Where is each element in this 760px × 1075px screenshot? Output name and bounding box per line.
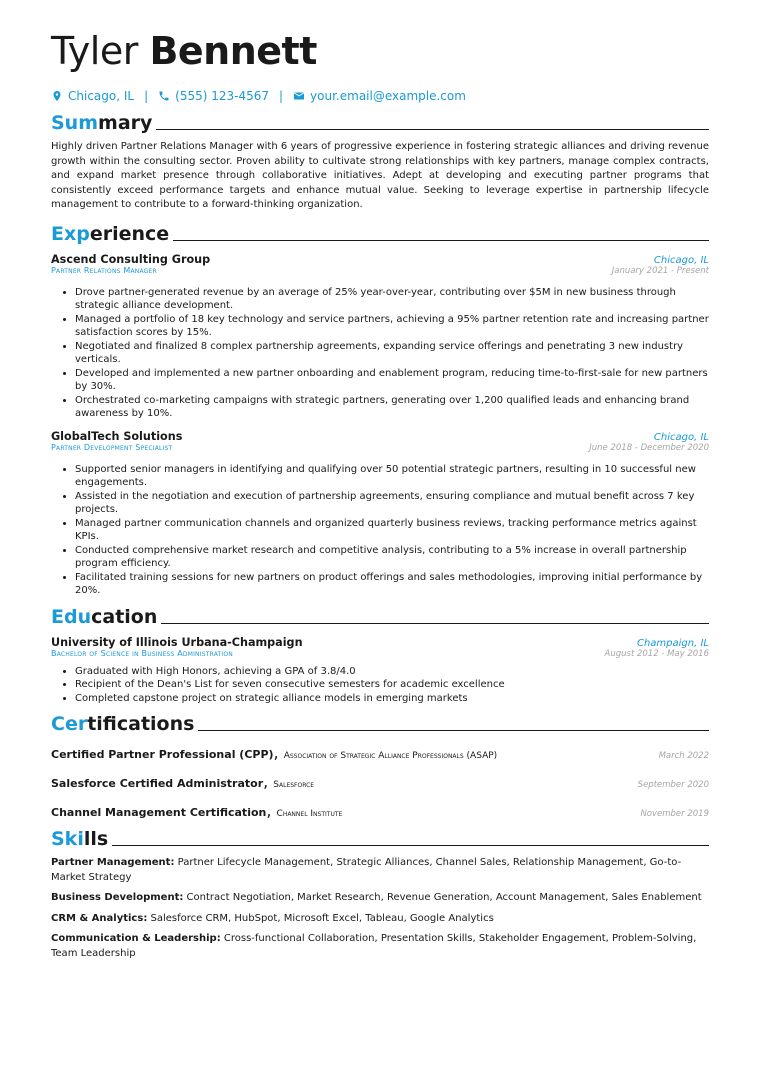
skill-label: Communication & Leadership: [51,933,221,944]
map-pin-icon [51,90,63,102]
section-rule [112,845,709,846]
list-item: • Conducted comprehensive market research and competitive analysis, contributing to a 5% increase in overall partnership program efficiency. [75,544,709,571]
certification-name: Certified Partner Professional (CPP) [51,748,274,761]
school-location: Champaign, IL [636,637,709,649]
list-item: • Orchestrated co-marketing campaigns with strategic partners, generating over 1,200 qualified leads and enhancing brand awareness by 10%. [75,394,709,421]
contact-line [51,88,709,104]
summary-text: Highly driven Partner Relations Manager with 6 years of progressive experience in fostering strategic alliances and driving revenue growth within the consulting sector. Proven ability to cultivate strong relationships with key partners, manage complex contracts, and expand market presence through collaborative initiatives. Adept at developing and executing partner programs that consistently exceed performance targets and enhance mutual value. Seeking to leverage expertise in partnership lifecycle management to contribute to a forward-thinking organization. [51,141,709,210]
certification-row: Channel Management Certification, Channel Institute November 2019 [51,801,709,820]
skill-label: Partner Management: [51,857,175,868]
envelope-icon [293,90,305,102]
phone-icon [158,90,170,102]
list-item: • Supported senior managers in identifying and qualifying over 50 potential strategic partners, resulting in 10 successful new engagements. [75,463,709,490]
list-item: • Managed a portfolio of 18 key technology and service partners, achieving a 95% partner retention rate and increasing partner satisfaction scores by 15%. [75,313,709,340]
certification-issuer: Channel Institute [276,809,343,819]
experience-entry [51,430,709,598]
contact-location: Chicago, IL [68,89,135,103]
skill-text: Contract Negotiation, Market Research, Revenue Generation, Account Management, Sales Enablement [186,892,702,903]
section-rule [198,730,709,731]
certification-date: March 2022 [658,751,709,761]
job-location: Chicago, IL [653,431,709,443]
list-item: • Negotiated and finalized 8 complex partnership agreements, expanding service offerings and penetrating 3 new industry verticals. [75,340,709,367]
skill-group [51,932,709,961]
contact-separator: | [144,89,149,103]
contact-phone[interactable]: (555) 123-4567 [175,89,269,103]
skill-group [51,891,709,906]
certification-date: November 2019 [640,809,709,819]
experience-heading: Experience [51,221,709,245]
list-item: • Managed partner communication channels and organized quarterly business reviews, tracking performance metrics against KPIs. [75,517,709,544]
certification-name: Salesforce Certified Administrator [51,777,264,790]
list-item: • Facilitated training sessions for new partners on product offerings and sales methodologies, improving initial performance by 20%. [75,571,709,598]
certification-date: September 2020 [637,780,709,790]
job-dates: January 2021 - Present [611,265,709,276]
skills-list [51,856,709,961]
job-dates: June 2018 - December 2020 [589,442,709,453]
last-name: Bennett [149,29,317,73]
skill-group [51,856,709,885]
skills-heading: Skills [51,826,709,850]
job-title: Partner Development Specialist [51,442,173,452]
job-location: Chicago, IL [653,254,709,266]
degree: Bachelor of Science in Business Administration [51,648,233,658]
skill-text: Cross-functional Collaboration, Presentation Skills, Stakeholder Engagement, Problem-Solving, Team Leadership [51,933,697,959]
company-name: Ascend Consulting Group [51,252,211,266]
section-rule [156,129,709,130]
education-dates: August 2012 - May 2016 [604,648,709,659]
job-bullets [51,463,709,598]
candidate-name [51,28,709,74]
list-item: • Completed capstone project on strategic alliance models in emerging markets [75,692,709,706]
education-heading: Education [51,604,709,628]
certification-row: Salesforce Certified Administrator, Salesforce September 2020 [51,772,709,791]
certification-issuer: Salesforce [273,780,315,790]
list-item: • Assisted in the negotiation and execution of partnership agreements, ensuring compliance and mutual benefit across 7 key projects. [75,490,709,517]
skill-label: Business Development: [51,892,184,903]
contact-separator: | [279,89,284,103]
list-item: • Recipient of the Dean's List for seven consecutive semesters for academic excellence [75,678,709,692]
certification-issuer: Association of Strategic Alliance Professionals (ASAP) [283,751,498,761]
job-bullets [51,286,709,421]
company-name: GlobalTech Solutions [51,429,183,443]
education-entry [51,636,709,706]
skill-text: Salesforce CRM, HubSpot, Microsoft Excel, Tableau, Google Analytics [150,912,494,924]
list-item: • Graduated with High Honors, achieving a GPA of 3.8/4.0 [75,665,709,679]
list-item: • Drove partner-generated revenue by an average of 25% year-over-year, contributing over $5M in new business through strategic alliance development. [75,286,709,313]
contact-email-link[interactable]: your.email@example.com [310,89,466,103]
skill-group [51,912,709,927]
section-rule [161,623,709,624]
certification-name: Channel Management Certification [51,806,267,819]
summary-heading: Summary [51,110,709,134]
list-item: • Developed and implemented a new partner onboarding and enablement program, reducing time-to-first-sale for new partners by 30%. [75,367,709,394]
experience-entry [51,253,709,421]
certification-row: Certified Partner Professional (CPP), Association of Strategic Alliance Professionals (ASAP) March 2022 [51,743,709,762]
education-bullets [51,665,709,706]
skill-label: CRM & Analytics: [51,912,148,924]
job-title: Partner Relations Manager [51,265,157,275]
section-rule [173,240,709,241]
school-name: University of Illinois Urbana-Champaign [51,635,303,649]
skill-text: Partner Lifecycle Management, Strategic Alliances, Channel Sales, Relationship Management, Go-to-Market Strategy [51,857,682,883]
certifications-heading: Certifications [51,711,709,735]
certifications-list [51,743,709,820]
first-name: Tyler [51,29,138,73]
